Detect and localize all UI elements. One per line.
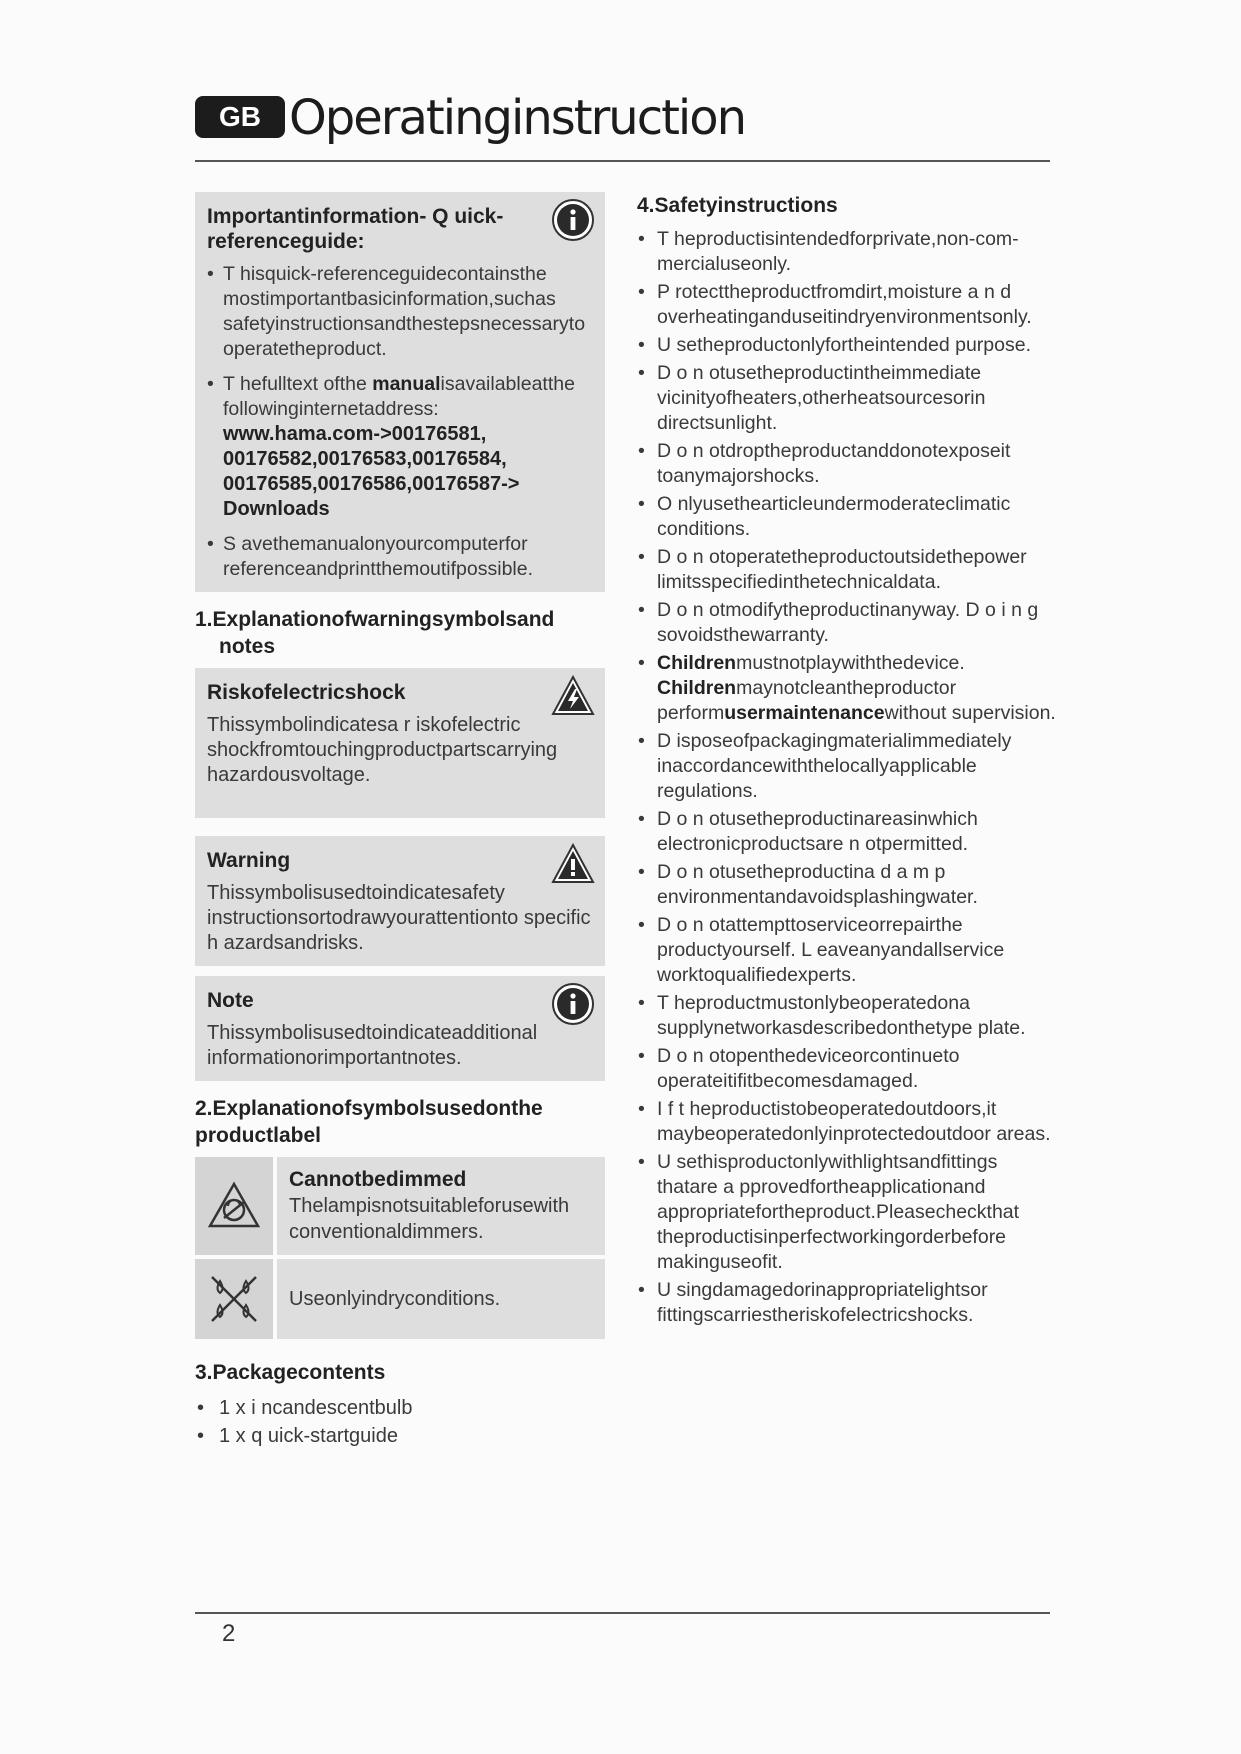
list-item: • Childrenmustnotplaywiththedevice. Childrenmaynotcleantheproductor performusermaintenancewithout supervision. — [657, 651, 1057, 726]
manual-url: 00176582,00176583,00176584, — [223, 448, 507, 470]
warning-box-electric: Riskofelectricshock Thissymbolindicatesa r iskofelectric shockfromtouchingproductpartscarrying hazardousvoltage. — [195, 668, 605, 818]
list-item: • D o n otusetheproductinareasinwhich electronicproductsare n otpermitted. — [657, 807, 1057, 857]
info-box-list — [207, 262, 591, 582]
list-item: • D isposeofpackagingmaterialimmediately inaccordancewiththelocallyapplicable regulations. — [657, 729, 1057, 804]
list-item: • P rotecttheproductfromdirt,moisture a n d overheatinganduseitindryenvironmentsonly. — [657, 280, 1057, 330]
list-item: • D o n otdroptheproductanddonotexposeit toanymajorshocks. — [657, 439, 1057, 489]
manual-url: www.hama.com->00176581, — [223, 423, 487, 445]
list-item: • I f t heproductistobeoperatedoutdoors,it maybeoperatedonlyinprotectedoutdoor areas. — [657, 1097, 1057, 1147]
section-heading: 3.Packagecontents — [195, 1361, 386, 1384]
list-item: • O nlyusethearticleundermoderateclimatic conditions. — [657, 492, 1057, 542]
list-item: • 1 x q uick-startguide — [219, 1422, 605, 1450]
list-item: • U singdamagedorinappropriatelightsor fittingscarriestheriskofelectricshocks. — [657, 1278, 1057, 1328]
symbol-table — [195, 1157, 605, 1339]
list-item: • U setheproductonlyfortheintended purpose. — [657, 333, 1057, 358]
symbol-row: Useonlyindryconditions. — [195, 1259, 605, 1339]
package-contents-list — [195, 1394, 605, 1450]
list-item: • D o n otopenthedeviceorcontinueto operateitifitbecomesdamaged. — [657, 1044, 1057, 1094]
dry-conditions-icon — [206, 1271, 262, 1327]
not-dimmable-icon — [206, 1178, 262, 1234]
left-column — [195, 192, 605, 1450]
info-box — [195, 192, 605, 592]
list-item: • D o n otusetheproductintheimmediate vicinityofheaters,otherheatsourcesorin directsunlight. — [657, 361, 1057, 436]
list-item: • D o n otusetheproductina d a m p environmentandavoidsplashingwater. — [657, 860, 1057, 910]
electric-shock-icon — [551, 674, 595, 718]
footer-rule — [195, 1612, 1050, 1614]
page-number: 2 — [222, 1620, 236, 1647]
section-heading: 4.Safetyinstructions — [637, 194, 838, 217]
list-item: • U sethisproductonlywithlightsandfittings thatare a pprovedfortheapplicationand appropriatefortheproduct.Pleasecheckthat theproductisinperfectworkingorderbefore makinguseofit. — [657, 1150, 1057, 1275]
safety-list — [637, 227, 1057, 1328]
list-item: • D o n otattempttoserviceorrepairthe productyourself. L eaveanyandallservice worktoqualifiedexperts. — [657, 913, 1057, 988]
warning-icon — [551, 842, 595, 886]
info-icon — [551, 982, 595, 1026]
list-item: • T hisquick-referenceguidecontainsthe mostimportantbasicinformation,suchas safetyinstructionsandthestepsnecessaryto operatetheproduct. — [223, 262, 591, 362]
list-item: • 1 x i ncandescentbulb — [219, 1394, 605, 1422]
note-box: Note Thissymbolisusedtoindicateadditional informationorimportantnotes. — [195, 976, 605, 1081]
list-item: • T hefulltext ofthe manualisavailableatthe followinginternetaddress: www.hama.com->00176581, 00176582,00176583,00176584, 00176585,00176586,00176587-> Downloads — [223, 372, 591, 522]
list-item: • S avethemanualonyourcomputerfor referenceandprintthemoutifpossible. — [223, 532, 591, 582]
manual-url: 00176585,00176586,00176587-> — [223, 473, 520, 495]
list-item: • T heproductmustonlybeoperatedona supplynetworkasdescribedonthetype plate. — [657, 991, 1057, 1041]
list-item: • D o n otmodifytheproductinanyway. D o i n g sovoidsthewarranty. — [657, 598, 1057, 648]
section-heading: 1.Explanationofwarningsymbolsand notes — [195, 608, 555, 658]
section-heading: 2.Explanationofsymbolsusedonthe productlabel — [195, 1097, 543, 1147]
page-title: Operatinginstruction — [289, 90, 746, 146]
symbol-row: Cannotbedimmed Thelampisnotsuitableforusewith conventionaldimmers. — [195, 1157, 605, 1259]
info-box-title: Importantinformation- Q uick-referenceguide: — [207, 205, 504, 253]
right-column — [637, 192, 1057, 1331]
info-icon — [551, 198, 595, 242]
language-badge: GB — [195, 96, 285, 138]
list-item: • T heproductisintendedforprivate,non-com-mercialuseonly. — [657, 227, 1057, 277]
page-header — [195, 88, 1050, 162]
manual-url: Downloads — [223, 498, 330, 520]
warning-box-general: Warning Thissymbolisusedtoindicatesafety instructionsortodrawyourattentionto specific h azardsandrisks. — [195, 836, 605, 966]
list-item: • D o n otoperatetheproductoutsidethepower limitsspecifiedinthetechnicaldata. — [657, 545, 1057, 595]
